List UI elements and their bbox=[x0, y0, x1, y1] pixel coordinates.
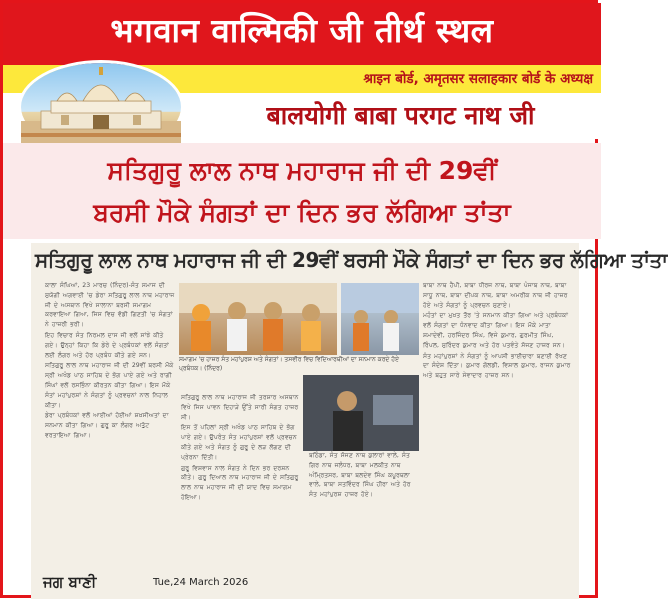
article-paragraph: ਗੁਰੂ ਵਿਸ਼ਵਾਸ ਨਾਲ ਸੰਗਤ ਨੇ ਦਿਨ ਭਰ ਦਰਸ਼ਨ ਕੀਤੇ। ਗੁਰੂ ਦਿਆਲ ਨਾਥ ਮਹਾਰਾਜ ਜੀ ਦੇ ਸਤਿਗੁਰੂ ਲਾਲ ਨਾਥ ਮਹਾਰਾਜ ਜੀ ਦੀ ਯਾਦ ਵਿਚ ਸਮਾਗਮ ਹੋਇਆ। bbox=[181, 464, 299, 501]
article-paragraph: ਇਸ ਤੋਂ ਪਹਿਲਾਂ ਸ੍ਰੀ ਅਖੰਡ ਪਾਠ ਸਾਹਿਬ ਦੇ ਭੋਗ ਪਾਏ ਗਏ। ਉਪਰੰਤ ਸੰਤ ਮਹਾਂਪੁਰਸ਼ਾਂ ਵਲੋਂ ਪ੍ਰਵਚਨ ਕੀਤੇ ਗਏ ਅਤੇ ਸੰਗਤ ਨੂੰ ਗੁਰੂ ਦੇ ਲੜ ਲੱਗਣ ਦੀ ਪ੍ਰੇਰਨਾ ਦਿੱਤੀ। bbox=[181, 424, 297, 461]
header-title: भगवान वाल्मिकी जी तीर्थ स्थल bbox=[110, 11, 494, 50]
article-column-4 bbox=[309, 451, 417, 569]
newspaper-masthead: ਜਗ ਬਾਣੀ bbox=[43, 573, 97, 591]
saints-photo-illustration bbox=[179, 283, 337, 355]
temple-image bbox=[21, 63, 181, 151]
article-column-2 bbox=[181, 393, 303, 568]
article-paragraph: ਸੰਤ ਮਹਾਂਪੁਰਸ਼ਾਂ ਨੇ ਸੰਗਤਾਂ ਨੂੰ ਆਪਸੀ ਭਾਈਚਾਰਾ ਬਣਾਈ ਰੱਖਣ ਦਾ ਸੰਦੇਸ਼ ਦਿੱਤਾ। ਕੁਮਾਰ ਗੋਲਡੀ, ਵਿਸ਼ਾਲ ਕੁਮਾਰ, ਰਾਜਨ ਕੁਮਾਰ ਅਤੇ ਬਹੁਤ ਸਾਰੇ ਸੇਵਾਦਾਰ ਹਾਜ਼ਰ ਸਨ। bbox=[423, 352, 571, 380]
article-paragraph: ਕਾਲਾ ਸੰਘਿਆਂ, 23 ਮਾਰਚ (ਨਿੰਦਰ)-ਸੰਤ ਸਮਾਜ ਦੀ ਸੁਯੋਗੀ ਅਗਵਾਈ 'ਚ ਡੇਰਾ ਸਤਿਗੁਰੂ ਲਾਲ ਨਾਥ ਮਹਾਰਾਜ ਜੀ ਦੇ ਅਸਥਾਨ ਵਿਖੇ ਸਾਲਾਨਾ ਬਰਸੀ ਸਮਾਗਮ ਕਰਵਾਇਆ ਗਿਆ, ਜਿਸ ਵਿਚ ਵੱਡੀ ਗਿਣਤੀ 'ਚ ਸੰਗਤਾਂ ਨੇ ਹਾਜ਼ਰੀ ਭਰੀ। bbox=[45, 282, 175, 329]
article-column-3 bbox=[423, 281, 571, 581]
article-paragraph: ਬਠਿੰਡਾ, ਸੰਤ ਸੱਜਣ ਨਾਥ ਕੁਲਾਰਾਂ ਵਾਲੇ, ਸੰਤ ਗਿਰ ਨਾਥ ਜਲੰਧਰ, ਬਾਬਾ ਮਲਕੀਤ ਨਾਥ ਅੰਮ੍ਰਿਤਸਰ, ਬਾਬਾ ਬਲਦੇਵ ਸਿੰਘ ਕਪੂਰਥਲਾ ਵਾਲੇ, ਬਾਬਾ ਸਤਵਿੰਦਰ ਸਿੰਘ ਹੀਰਾ ਅਤੇ ਹੋਰ ਸੰਤ ਮਹਾਂਪੁਰਸ਼ ਹਾਜ਼ਰ ਹੋਏ। bbox=[309, 452, 411, 499]
publication-date: Tue,24 March 2026 bbox=[153, 577, 249, 588]
speaker-photo-illustration bbox=[303, 375, 419, 451]
clipping-heading: ਸਤਿਗੁਰੂ ਲਾਲ ਨਾਥ ਮਹਾਰਾਜ ਜੀ ਦੀ 29ਵੀਂ ਬਰਸੀ ਮੌਕੇ ਸੰਗਤਾਂ ਦਾ ਦਿਨ ਭਰ ਲੱਗਿਆ ਤਾਂਤਾ bbox=[35, 248, 668, 272]
article-paragraph: ਸਤਿਗੁਰੂ ਲਾਲ ਨਾਥ ਮਹਾਰਾਜ ਜੀ ਤਰਸ਼ਾਰ ਅਸਥਾਨ ਵਿਖੇ ਜਿਸ ਪਾਵਨ ਦਿਹਾੜੇ ਉੱਤੇ ਸਾਰੀ ਸੰਗਤ ਹਾਜ਼ਰ ਸੀ। bbox=[181, 394, 299, 421]
photo-caption: ਸਮਾਗਮ 'ਚ ਹਾਜ਼ਰ ਸੰਤ ਮਹਾਂਪੁਰਸ਼ ਅਤੇ ਸੰਗਤਾਂ। ਤਸਵੀਰ ਵਿਚ ਵਿਦਿਆਰਥੀਆਂ ਦਾ ਸਨਮਾਨ ਕਰਦੇ ਹੋਏ ਪ੍ਰਬੰਧਕ। (ਨਿੰਦਰ) bbox=[179, 356, 399, 372]
person-name: बालयोगी बाबा परगट नाथ जी bbox=[266, 101, 535, 130]
article-paragraph: ਬਾਬਾ ਨਾਥ ਹੈਪੀ, ਬਾਬਾ ਧੀਰਜ ਨਾਥ, ਬਾਬਾ ਪੰਜਾਬ ਨਾਥ, ਬਾਬਾ ਸਾਧੂ ਨਾਥ, ਬਾਬਾ ਦੀਪਕ ਨਾਥ, ਬਾਬਾ ਅਮਰੀਕ ਨਾਥ ਜੀ ਹਾਜ਼ਰ ਹੋਏ ਅਤੇ ਸੰਗਤਾਂ ਨੂੰ ਪ੍ਰਵਚਨ ਸੁਣਾਏ। bbox=[423, 282, 568, 309]
article-paragraph: ਇਹ ਵਿਚਾਰ ਸੰਤ ਨਿਰਮਲ ਦਾਸ ਜੀ ਵਲੋਂ ਸਾਂਝੇ ਕੀਤੇ ਗਏ। ਉਨ੍ਹਾਂ ਕਿਹਾ ਕਿ ਡੇਰੇ ਦੇ ਪ੍ਰਬੰਧਕਾਂ ਵਲੋਂ ਸੰਗਤਾਂ ਲਈ ਲੰਗਰ ਅਤੇ ਹੋਰ ਪ੍ਰਬੰਧ ਕੀਤੇ ਗਏ ਸਨ। bbox=[45, 331, 169, 359]
article-paragraph: ਸਤਿਗੁਰੂ ਲਾਲ ਨਾਥ ਮਹਾਰਾਜ ਜੀ ਦੀ 29ਵੀਂ ਬਰਸੀ ਮੌਕੇ ਸ੍ਰੀ ਅਖੰਡ ਪਾਠ ਸਾਹਿਬ ਦੇ ਭੋਗ ਪਾਏ ਗਏ ਅਤੇ ਰਾਗੀ ਸਿੰਘਾਂ ਵਲੋਂ ਰਸਭਿੰਨਾ ਕੀਰਤਨ ਕੀਤਾ ਗਿਆ। ਇਸ ਮੌਕੇ ਸੰਤਾਂ ਮਹਾਂਪੁਰਸ਼ਾਂ ਨੇ ਸੰਗਤਾਂ ਨੂੰ ਪ੍ਰਵਚਨਾਂ ਨਾਲ ਨਿਹਾਲ ਕੀਤਾ। bbox=[45, 362, 174, 409]
headline-line-2: ਬਰਸੀ ਮੌਕੇ ਸੰਗਤਾਂ ਦਾ ਦਿਨ ਭਰ ਲੱਗਿਆ ਤਾਂਤਾ bbox=[93, 198, 511, 227]
event-photo-stage bbox=[341, 283, 419, 355]
event-photo-saints bbox=[179, 283, 337, 355]
temple-illustration bbox=[21, 63, 181, 151]
headline-line-1: ਸਤਿਗੁਰੂ ਲਾਲ ਨਾਥ ਮਹਾਰਾਜ ਜੀ ਦੀ 29ਵੀਂ bbox=[107, 156, 497, 185]
header-subtitle: श्राइन बोर्ड, अमृतसर सलाहकार बोर्ड के अध्यक्ष bbox=[363, 71, 593, 87]
article-column-1 bbox=[45, 281, 175, 561]
stage-photo-illustration bbox=[341, 283, 419, 355]
event-photo-speaker bbox=[303, 375, 419, 451]
article-paragraph: ਡੇਰਾ ਪ੍ਰਬੰਧਕਾਂ ਵਲੋਂ ਆਈਆਂ ਹੋਈਆਂ ਸ਼ਖ਼ਸੀਅਤਾਂ ਦਾ ਸਨਮਾਨ ਕੀਤਾ ਗਿਆ। ਗੁਰੂ ਕਾ ਲੰਗਰ ਅਤੁੱਟ ਵਰਤਾਇਆ ਗਿਆ। bbox=[45, 412, 169, 439]
article-paragraph: ਮਹੰਤਾਂ ਦਾ ਮੁਖ਼ਤ ਤੌਰ 'ਤੇ ਸਨਮਾਨ ਕੀਤਾ ਗਿਆ ਅਤੇ ਪ੍ਰਬੰਧਕਾਂ ਵਲੋਂ ਸੰਗਤਾਂ ਦਾ ਧੰਨਵਾਦ ਕੀਤਾ ਗਿਆ। ਇਸ ਮੌਕੇ ਮਾਤਾ ਸ਼ਮਾਦੇਵੀ, ਹਰਜਿੰਦਰ ਸਿੰਘ, ਵਿਜੇ ਕੁਮਾਰ, ਗੁਰਮੀਤ ਸਿੰਘ, ਰਿੰਪਲ, ਸੁਰਿੰਦਰ ਕੁਮਾਰ ਅਤੇ ਹੋਰ ਪਤਵੰਤੇ ਸੱਜਣ ਹਾਜ਼ਰ ਸਨ। bbox=[423, 312, 568, 349]
